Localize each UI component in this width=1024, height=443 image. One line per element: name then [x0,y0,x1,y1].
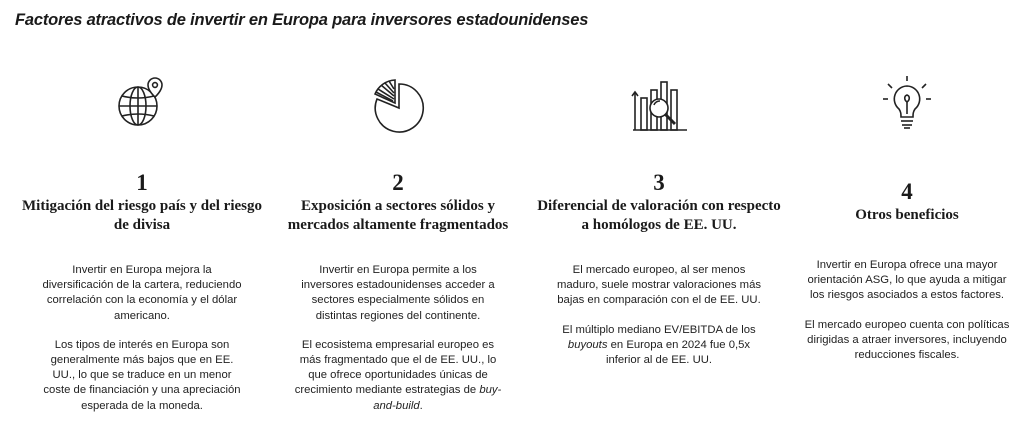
text-fragment: en Europa en 2024 fue 0,5x inferior al de EE. UU. [605,338,751,367]
text-fragment: . [419,399,423,412]
factor-paragraph-2 [553,323,765,369]
emphasis-text: buy-and-build [373,384,502,412]
factor-paragraph-2 [294,338,502,414]
text-fragment: El ecosistema empresarial europeo es más fragmentado que el de EE. UU., lo que ofrece oportunidades únicas de crecimiento mediante estrategias de [294,338,497,397]
factor-paragraph-1: El mercado europeo, al ser menos maduro, suele mostrar valoraciones más bajas en comparación con el de EE. UU. [556,264,762,307]
factor-number: 1 [136,170,148,195]
factor-number: 4 [901,179,913,204]
pie-chart-icon [366,72,430,136]
factor-paragraph-1: Invertir en Europa permite a los inversores estadounidenses acceder a sectores especialmente sólidos en distintas regiones del continente. [301,264,495,322]
factor-column-1 [17,72,267,414]
factor-heading: Diferencial de valoración con respecto a homólogos de EE. UU. [537,198,781,233]
factor-heading: Mitigación del riesgo país y del riesgo de divisa [22,198,262,233]
text-fragment: El múltiplo mediano EV/EBITDA de los [562,323,756,336]
factor-column-2 [273,72,523,414]
chart-magnifier-icon [627,72,691,136]
globe-location-icon [110,72,174,136]
emphasis-text: buyouts [567,338,608,351]
factor-heading: Exposición a sectores sólidos y mercados altamente fragmentados [287,198,509,233]
factor-column-3 [534,72,784,368]
factor-number: 3 [653,170,665,195]
factor-paragraph-1: Invertir en Europa ofrece una mayor orientación ASG, lo que ayuda a mitigar los riesgos asociados a estos factores. [807,259,1007,302]
factor-paragraph-1: Invertir en Europa mejora la diversificación de la cartera, reduciendo correlación con la economía y el dólar americano. [42,264,242,322]
factor-paragraph-2: El mercado europeo cuenta con políticas dirigidas a atraer inversores, incluyendo reducciones fiscales. [804,318,1010,362]
factor-paragraph-2: Los tipos de interés en Europa son generalmente más bajos que en EE. UU., lo que se traduce en un menor coste de financiación y una apreciación esperada de la moneda. [43,338,241,412]
lightbulb-icon [875,72,939,136]
factor-heading: Otros beneficios [855,207,959,223]
page-title: Factores atractivos de invertir en Europa para inversores estadounidenses [15,11,589,29]
factor-column-4 [782,72,1024,363]
factor-number: 2 [392,170,404,195]
